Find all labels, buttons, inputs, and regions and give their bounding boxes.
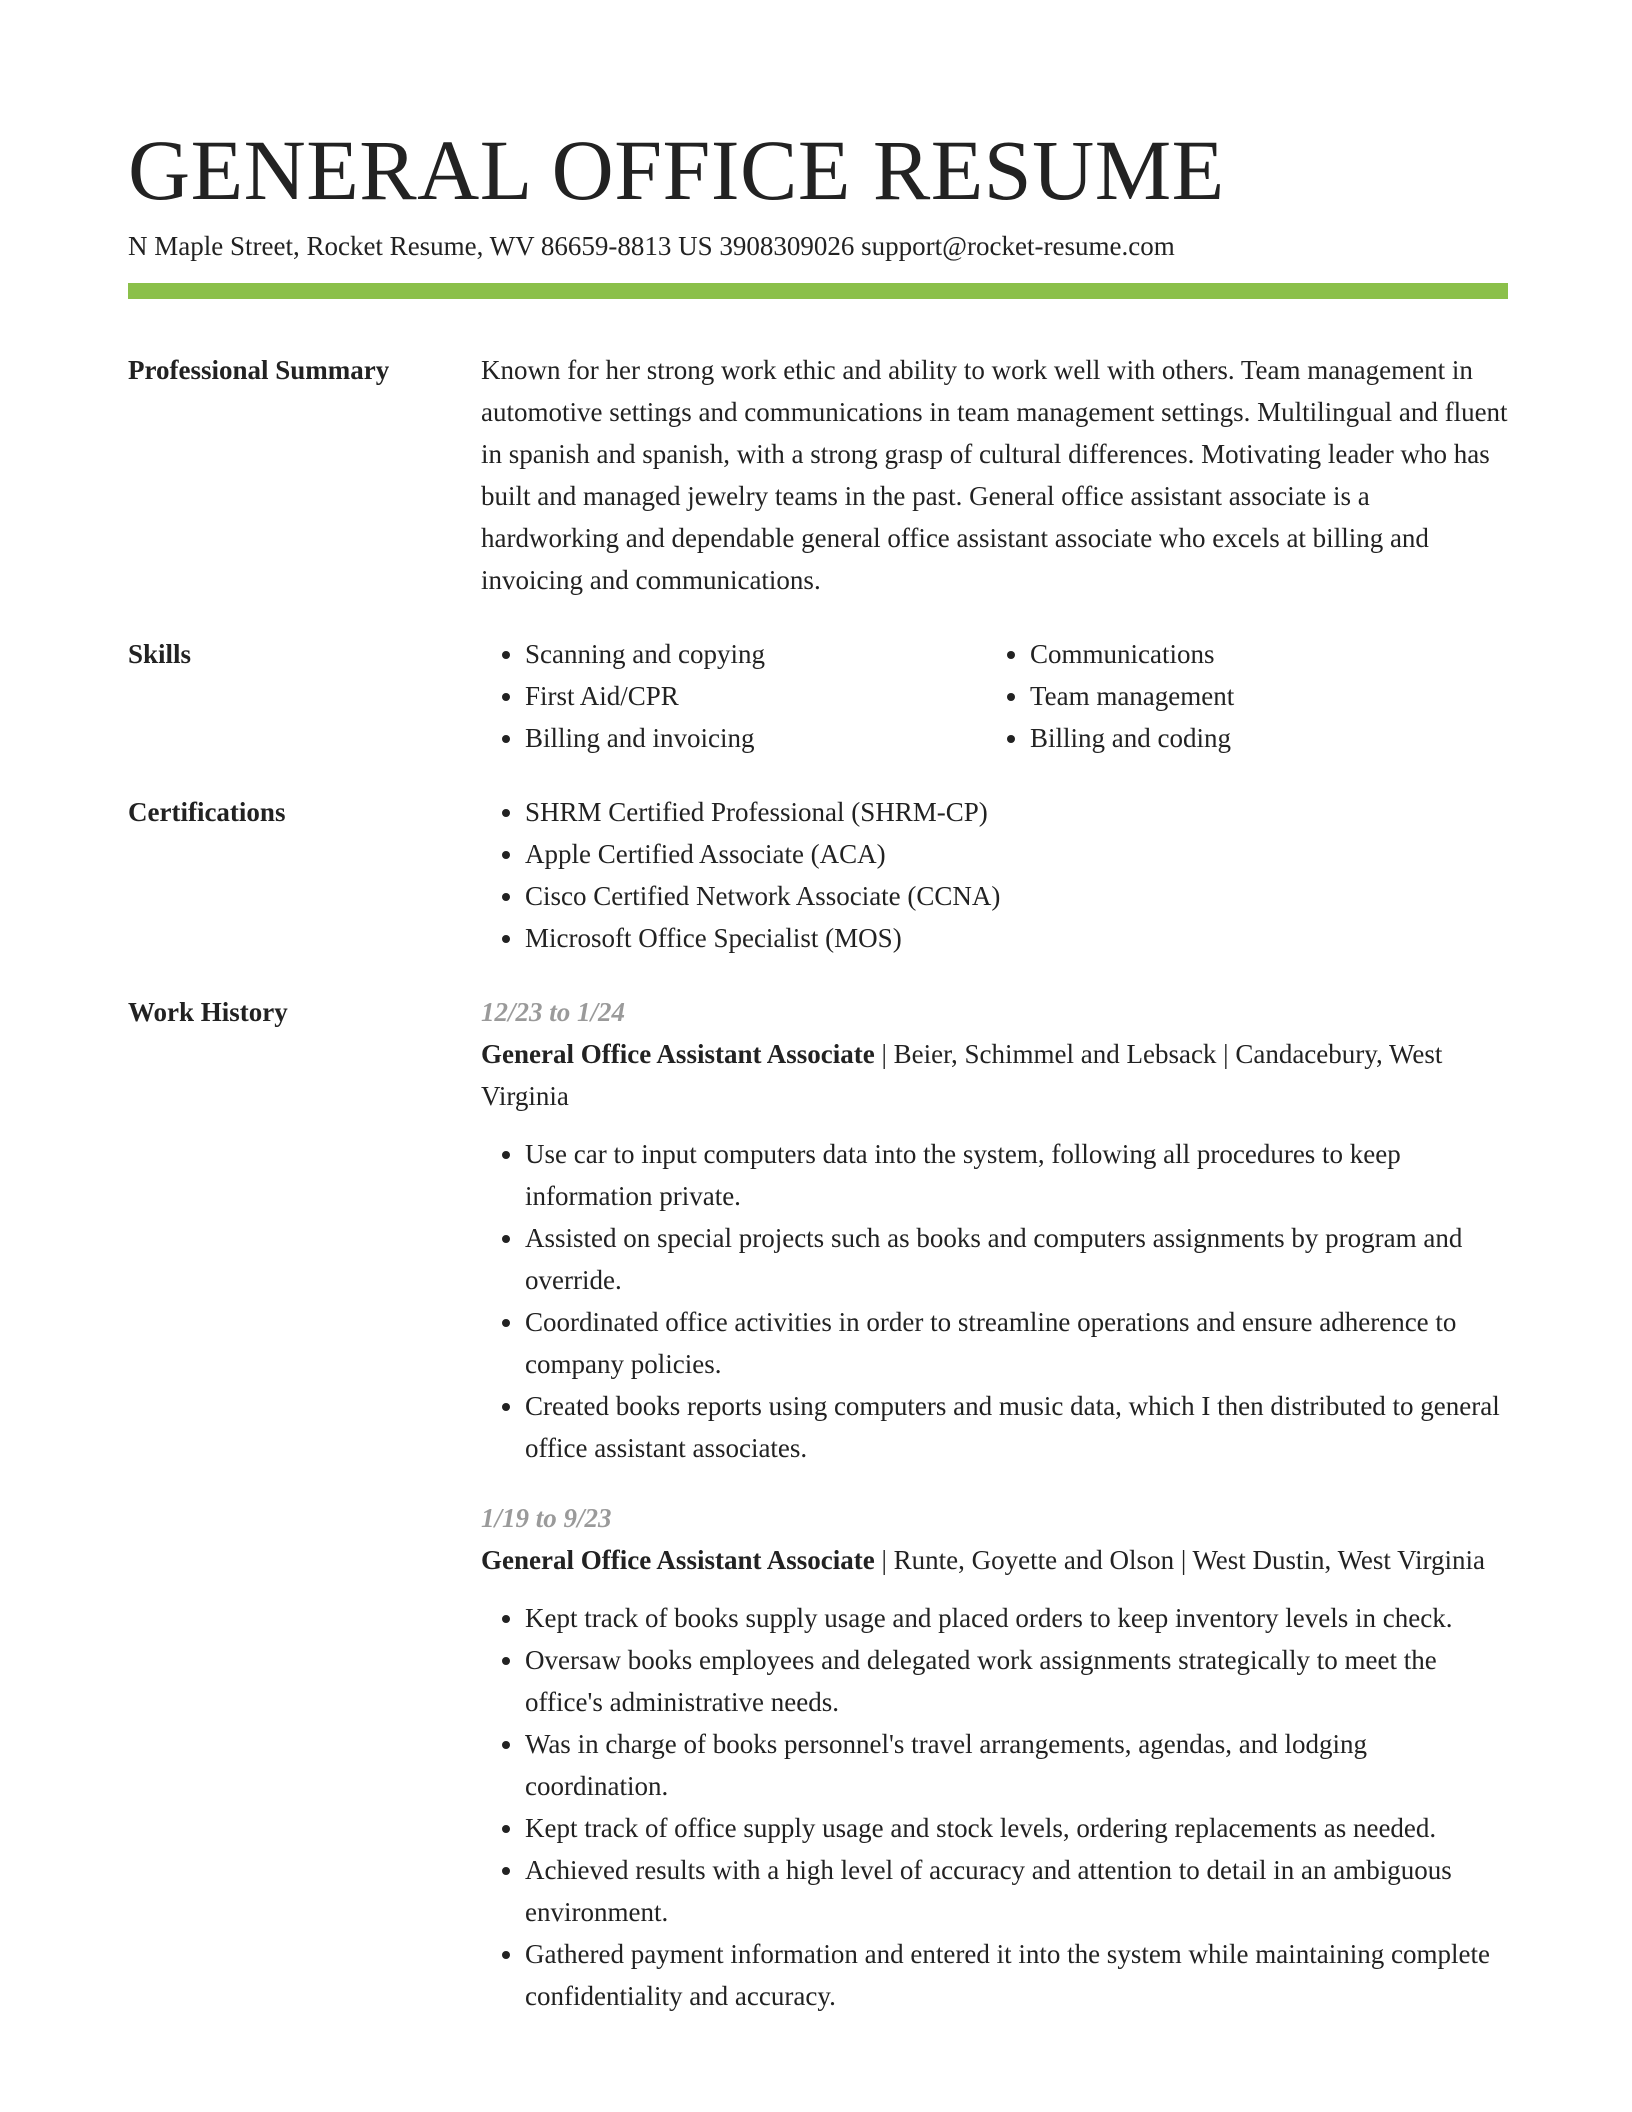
certification-item: • Microsoft Office Specialist (MOS) (525, 917, 1508, 959)
job-dates: 12/23 to 1/24 (481, 997, 626, 1027)
job-bullet: • Assisted on special projects such as books and computers assignments by program and override. (525, 1217, 1508, 1301)
job-entry (481, 1497, 1508, 2017)
job-bullet: • Gathered payment information and entered it into the system while maintaining complete confidentiality and accuracy. (525, 1933, 1508, 2017)
skill-item: • Team management (1030, 675, 1535, 717)
certifications-list (481, 791, 1508, 959)
skill-item: • Scanning and copying (525, 633, 986, 675)
certifications-heading: Certifications (128, 797, 286, 827)
resume-title: GENERAL OFFICE RESUME (128, 122, 1225, 218)
certification-item: • Apple Certified Associate (ACA) (525, 833, 1508, 875)
summary-section (128, 349, 1508, 601)
skills-grid (481, 633, 1508, 759)
job-bullet: • Achieved results with a high level of accuracy and attention to detail in an ambiguous environment. (525, 1849, 1508, 1933)
skill-item: • Billing and invoicing (525, 717, 986, 759)
job-bullet: • Oversaw books employees and delegated work assignments strategically to meet the office's administrative needs. (525, 1639, 1508, 1723)
summary-heading: Professional Summary (128, 355, 390, 385)
job-bullet: • Use car to input computers data into the system, following all procedures to keep information private. (525, 1133, 1508, 1217)
job-bullet: • Kept track of office supply usage and stock levels, ordering replacements as needed. (525, 1807, 1508, 1849)
skills-column-right (986, 633, 1535, 759)
accent-divider (128, 283, 1508, 299)
job-employer-location: | Runte, Goyette and Olson | West Dustin, West Virginia (874, 1545, 1486, 1575)
job-heading (481, 1539, 1508, 1581)
job-bullet: • Was in charge of books personnel's travel arrangements, agendas, and lodging coordination. (525, 1723, 1508, 1807)
skills-column-left (481, 633, 986, 759)
job-title: General Office Assistant Associate (481, 1545, 875, 1575)
resume-page (128, 122, 1508, 2017)
job-dates: 1/19 to 9/23 (481, 1503, 612, 1533)
job-bullet: • Kept track of books supply usage and placed orders to keep inventory levels in check. (525, 1597, 1508, 1639)
certifications-section (128, 791, 1508, 959)
work-history-heading: Work History (128, 997, 288, 1027)
job-bullet: • Coordinated office activities in order to streamline operations and ensure adherence to company policies. (525, 1301, 1508, 1385)
skills-heading: Skills (128, 639, 192, 669)
job-title: General Office Assistant Associate (481, 1039, 875, 1069)
job-employer-location: | Beier, Schimmel and Lebsack | Candacebury, West Virginia (481, 1039, 1443, 1111)
summary-text: Known for her strong work ethic and ability to work well with others. Team management in automotive settings and communications in team management settings. Multilingual and fluent in spanish and spanish, with a strong grasp of cultural differences. Motivating leader who has built and managed jewelry teams in the past. General office assistant associate is a hardworking and dependable general office assistant associate who excels at billing and invoicing and communications. (481, 355, 1508, 595)
work-history-body (481, 991, 1508, 2017)
skills-list (481, 633, 1508, 759)
work-history-section (128, 991, 1508, 2017)
certifications-items (481, 791, 1508, 959)
skill-item: • Billing and coding (1030, 717, 1535, 759)
contact-line: N Maple Street, Rocket Resume, WV 86659-8813 US 3908309026 support@rocket-resume.com (128, 231, 1175, 261)
job-heading (481, 1033, 1508, 1117)
certification-item: • SHRM Certified Professional (SHRM-CP) (525, 791, 1508, 833)
job-bullets (481, 1597, 1508, 2017)
job-bullet: • Created books reports using computers and music data, which I then distributed to general office assistant associates. (525, 1385, 1508, 1469)
skill-item: • Communications (1030, 633, 1535, 675)
job-bullets (481, 1133, 1508, 1469)
skills-section (128, 633, 1508, 759)
job-entry (481, 991, 1508, 1469)
skill-item: • First Aid/CPR (525, 675, 986, 717)
certification-item: • Cisco Certified Network Associate (CCNA) (525, 875, 1508, 917)
